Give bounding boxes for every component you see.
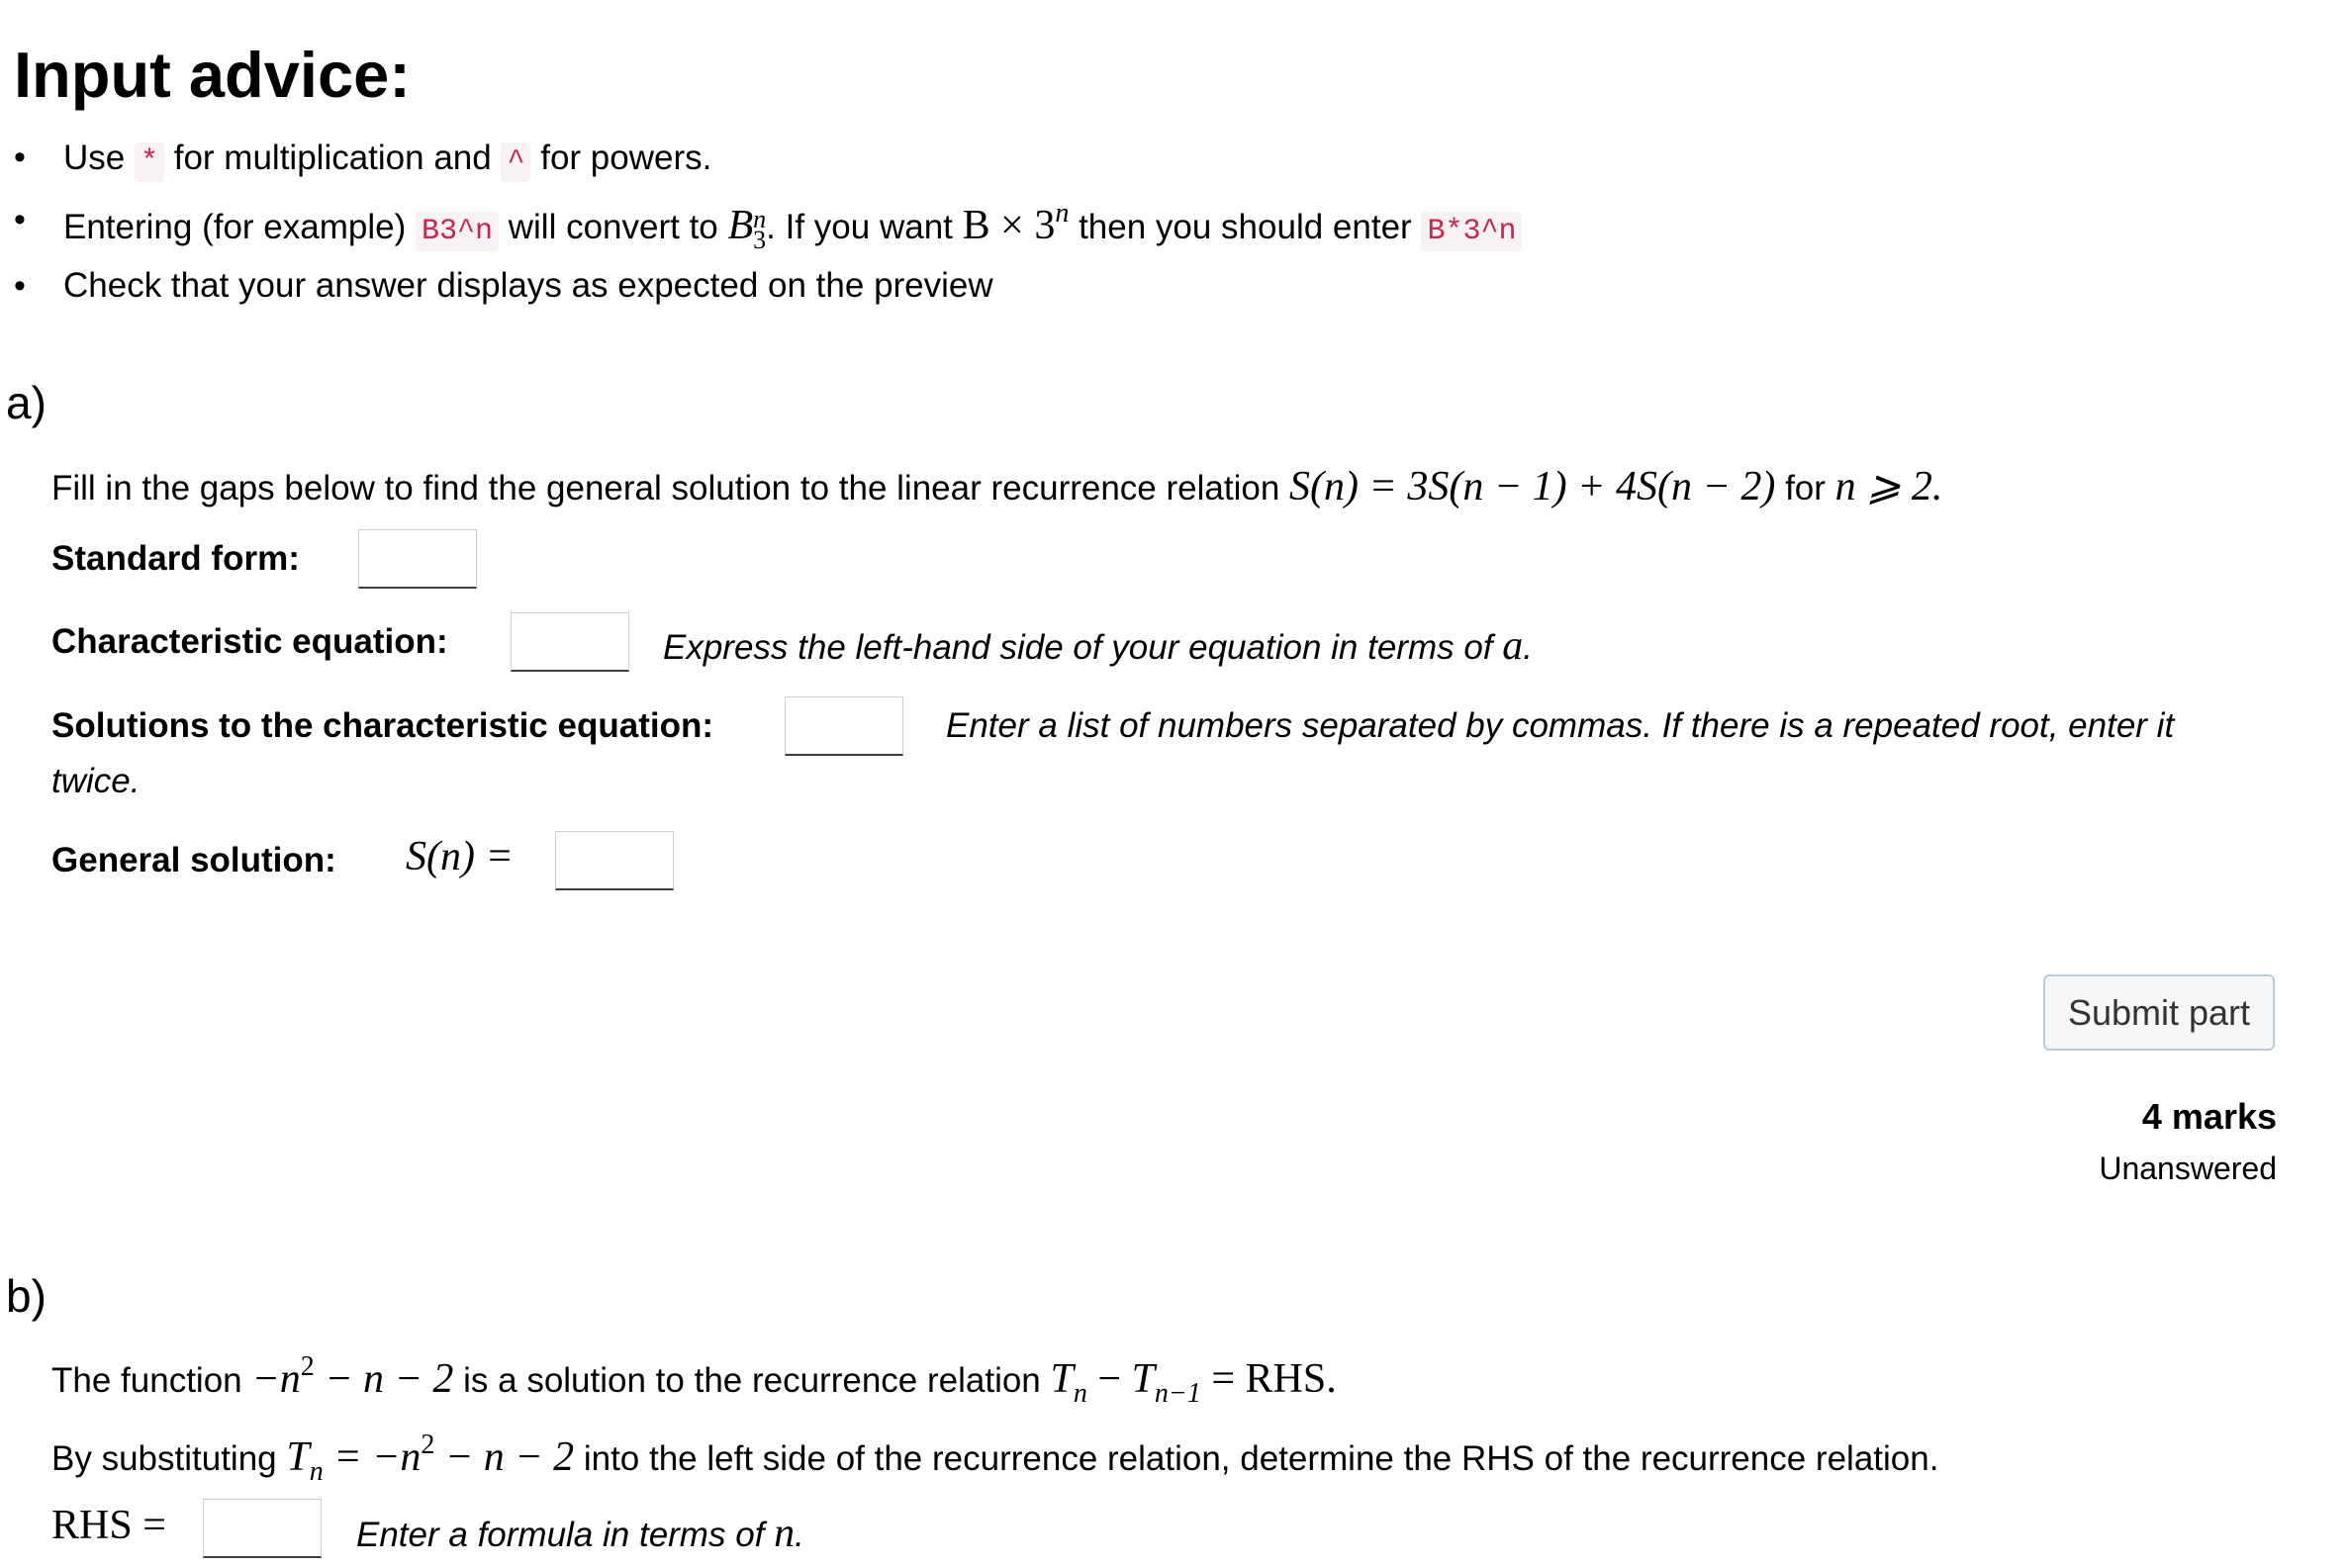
advice-text: then you should enter: [1079, 207, 1412, 246]
math-result: B n 3: [727, 202, 767, 254]
rhs-hint: Enter a formula in terms of n.: [356, 1511, 804, 1556]
line-text: By substituting: [51, 1438, 277, 1478]
advice-text: will convert to: [508, 207, 718, 246]
bullet-dot: •: [14, 201, 26, 238]
solutions-hint-line-1: Enter a list of numbers separated by commas. If there is a repeated root, enter it: [946, 706, 2175, 745]
recurrence-condition: n ⩾ 2.: [1834, 464, 1943, 509]
bullet-dot: •: [14, 267, 26, 305]
line-text: The function: [51, 1360, 242, 1400]
advice-text: . If you want: [766, 207, 953, 246]
characteristic-hint: Express the left-hand side of your equation in terms of a.: [663, 623, 1533, 669]
hint-variable: a: [1502, 623, 1524, 669]
function-math: $-n^2 - n - 2$: [251, 1351, 454, 1402]
intro-text: Fill in the gaps below to find the general solution to the linear recurrence relation: [51, 469, 1280, 507]
solutions-input[interactable]: [785, 696, 903, 756]
part-a-label: a): [6, 377, 47, 428]
rhs-input[interactable]: [203, 1499, 322, 1558]
part-b-line-1: [51, 1351, 1337, 1410]
part-b-line-2: [51, 1430, 1938, 1488]
general-solution-label: General solution:: [51, 841, 336, 879]
general-solution-math: S(n) =: [406, 834, 514, 879]
intro-for: for: [1785, 469, 1826, 507]
relation-math: $T_n - T_{n-1}$ = RHS.: [1050, 1355, 1337, 1409]
recurrence-math: S(n) = 3S(n − 1) + 4S(n − 2): [1289, 464, 1776, 509]
solutions-label: Solutions to the characteristic equation:: [51, 706, 713, 745]
hint-text: Express the left-hand side of your equation in terms of: [663, 628, 1493, 667]
input-advice-title: Input advice:: [14, 39, 411, 111]
advice-text: Entering (for example): [63, 207, 407, 246]
code-multiplication: *: [135, 142, 164, 182]
characteristic-equation-input[interactable]: [511, 612, 629, 672]
standard-form-label: Standard form:: [51, 539, 300, 578]
marks: 4 marks: [2141, 1096, 2277, 1137]
rhs-label: RHS =: [51, 1503, 166, 1548]
advice-text: Use: [63, 138, 126, 177]
advice-line-3: Check that your answer displays as expected on the preview: [63, 266, 993, 305]
bullet-dot: •: [14, 138, 26, 176]
advice-line-1: [63, 138, 711, 179]
standard-form-input[interactable]: [358, 529, 477, 589]
part-a-intro: [51, 461, 1942, 510]
advice-text: for powers.: [540, 138, 712, 177]
code-correct: B*3^n: [1421, 212, 1522, 251]
hint-variable: n: [774, 1511, 796, 1556]
characteristic-equation-label: Characteristic equation:: [51, 622, 448, 661]
line-text: is a solution to the recurrence relation: [463, 1360, 1041, 1400]
math-want: $B \times 3^n$: [962, 198, 1070, 248]
hint-text: Enter a formula in terms of: [356, 1516, 765, 1554]
substitution-math: $T_n = -n^2 - n - 2$: [286, 1430, 575, 1487]
line-text: into the left side of the recurrence relation, determine the RHS of the recurrence relation.: [583, 1438, 1939, 1478]
code-example: B3^n: [416, 212, 499, 251]
submit-part-button[interactable]: Submit part: [2043, 974, 2275, 1051]
advice-line-2: [63, 198, 1522, 254]
part-b-label: b): [6, 1270, 47, 1322]
code-power: ^: [501, 142, 530, 182]
answer-status: Unanswered: [2099, 1151, 2277, 1186]
solutions-hint-line-2: twice.: [51, 762, 141, 800]
advice-text: for multiplication and: [173, 138, 492, 177]
general-solution-input[interactable]: [555, 831, 674, 890]
